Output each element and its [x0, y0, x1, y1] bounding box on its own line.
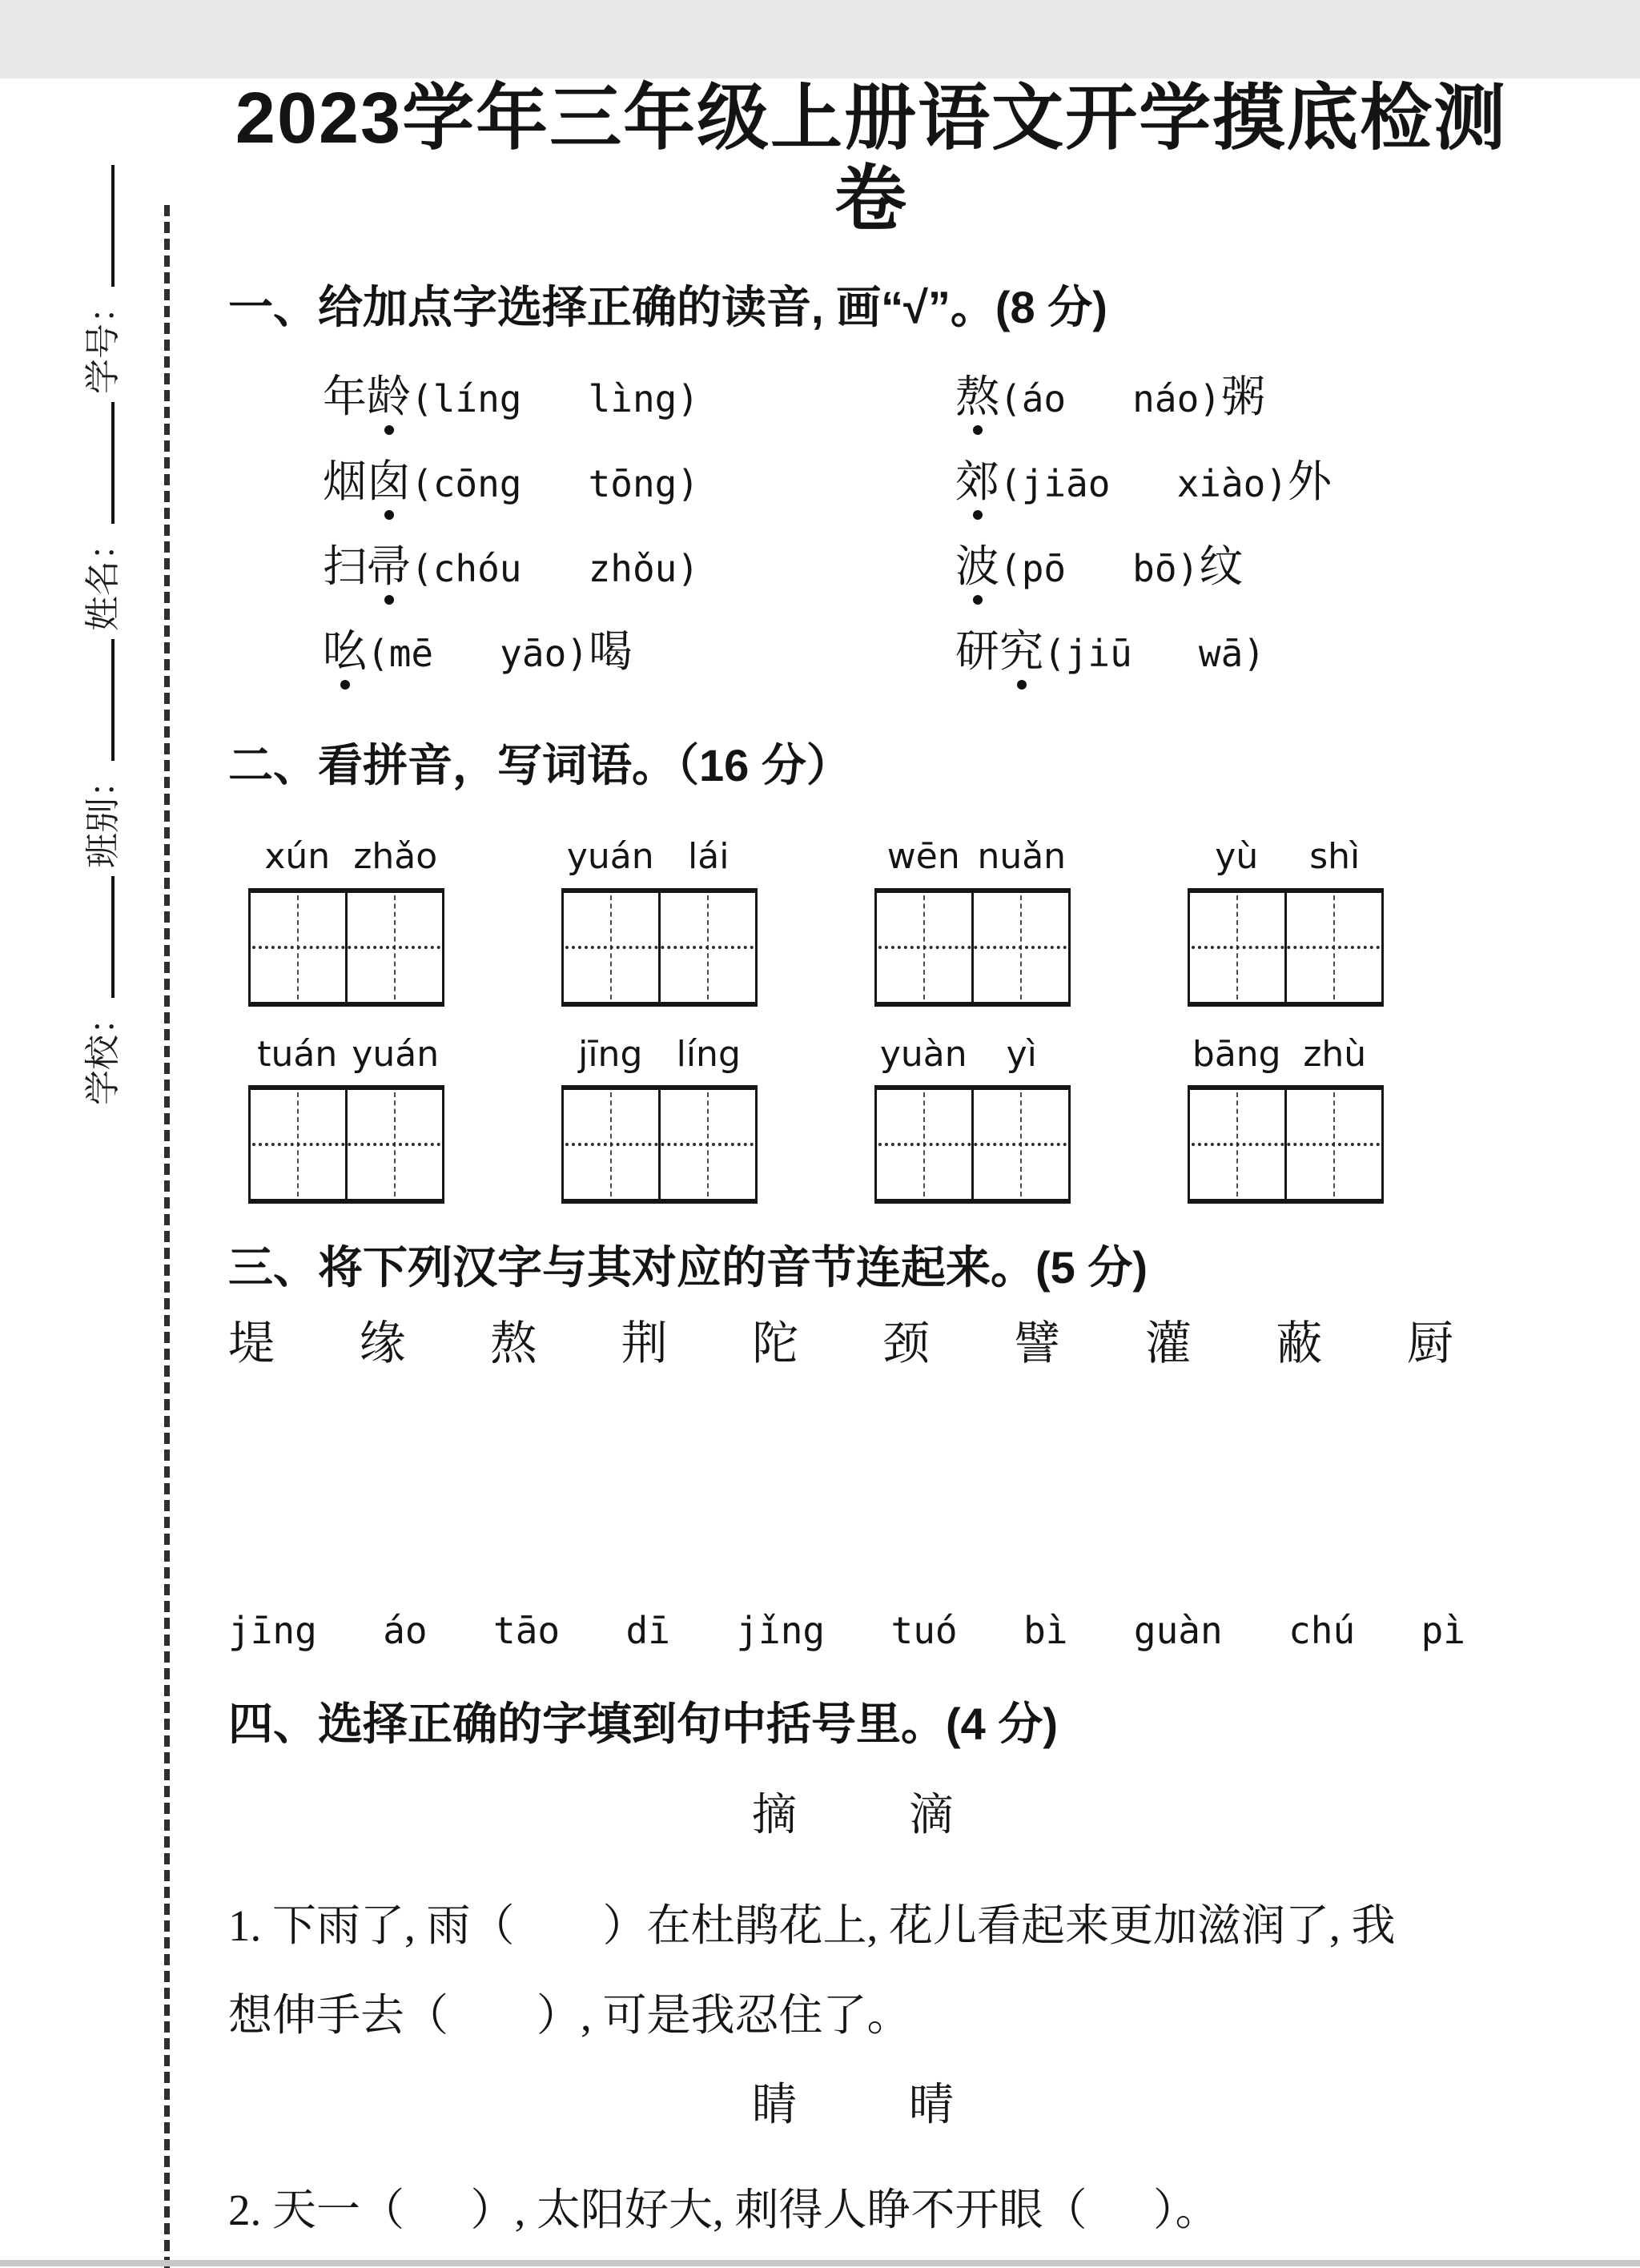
writing-cell[interactable]: [1190, 1090, 1284, 1199]
match-syllable: dī: [625, 1609, 670, 1653]
pinyin-syllable: yuàn: [879, 1033, 967, 1075]
section2-heading: 二、看拼音，写词语。（16 分）: [228, 739, 851, 790]
pinyin-syllable: shì: [1309, 836, 1361, 878]
pinyin-syllable: tuán: [257, 1033, 338, 1075]
match-syllable: pì: [1421, 1609, 1465, 1653]
match-character: 厨: [1406, 1317, 1453, 1369]
dotted-character: 年: [323, 372, 368, 421]
exam-paper-page: [0, 78, 1640, 2268]
pinyin-word-group: [874, 838, 1071, 1006]
pinyin-word-group: [561, 838, 758, 1006]
student-info-label: 学号：: [83, 288, 123, 394]
character-choices: [228, 1791, 1477, 1841]
student-info-blank[interactable]: [76, 165, 115, 287]
writing-grid: [1188, 1085, 1384, 1204]
section4-group-2: [228, 2081, 1596, 2256]
pinyin-labels: [1188, 1035, 1384, 1074]
dotted-character: 吆: [323, 626, 368, 676]
match-syllable: jǐng: [736, 1609, 826, 1653]
pinyin-syllable: líng: [676, 1033, 741, 1075]
pinyin-syllable: lái: [688, 836, 730, 878]
pinyin-word-group: [1188, 1035, 1384, 1204]
dotted-character: 研: [955, 626, 1000, 676]
student-info-blank[interactable]: [76, 876, 115, 998]
pinyin-options: (mē yāo): [367, 631, 589, 675]
pinyin-choice-item: [323, 356, 955, 440]
match-syllable: jīng: [228, 1609, 317, 1653]
writing-cell[interactable]: [564, 893, 658, 1002]
section3-heading: 三、将下列汉字与其对应的音节连起来。(5 分): [228, 1242, 1148, 1293]
writing-grid: [1188, 888, 1384, 1007]
student-info-blank[interactable]: [76, 402, 115, 524]
sentence-block: [228, 2165, 1596, 2255]
match-character: 缘: [359, 1317, 406, 1369]
writing-cell[interactable]: [1190, 893, 1284, 1002]
match-character: 堤: [228, 1317, 275, 1369]
pinyin-options: (jiāo xiào): [999, 461, 1288, 505]
pinyin-syllable: yuán: [566, 836, 654, 878]
writing-cell[interactable]: [251, 1090, 345, 1199]
pinyin-labels: [248, 838, 444, 876]
seal-dashed-line: [164, 205, 170, 2268]
fill-in-sentence: 2. 天一（ ）, 太阳好大, 刺得人睁不开眼（ ）。: [228, 2186, 1220, 2235]
writing-grid: [561, 888, 758, 1007]
section1-heading: 一、给加点字选择正确的读音, 画“√”。(8 分): [228, 281, 1107, 332]
pinyin-choice-item: [323, 610, 955, 695]
match-syllable: chú: [1288, 1609, 1356, 1653]
match-syllable: tuó: [890, 1609, 958, 1653]
match-character: 荆: [621, 1317, 668, 1369]
dotted-character: 究: [999, 626, 1044, 676]
student-info-strip: [74, 157, 125, 1105]
student-info-blank[interactable]: [76, 639, 115, 761]
pinyin-options: (líng lìng): [411, 376, 700, 420]
writing-cell[interactable]: [658, 1090, 755, 1199]
dotted-character: 郊: [955, 456, 1000, 506]
section4-heading: 四、选择正确的字填到句中括号里。(4 分): [228, 1698, 1058, 1749]
pinyin-syllable: xún: [264, 836, 331, 878]
dotted-character: 外: [1288, 456, 1332, 506]
pinyin-word-group: [561, 1035, 758, 1204]
fill-in-sentence: 1. 下雨了, 雨（ ）在杜鹃花上, 花儿看起来更加滋润了, 我: [228, 1900, 1396, 1950]
pinyin-choice-item: [955, 525, 1596, 610]
pinyin-options: (pō bō): [999, 546, 1200, 590]
character-choices: [228, 2081, 1477, 2131]
pinyin-choice-item: [955, 610, 1596, 695]
match-syllable: guàn: [1133, 1609, 1223, 1653]
pinyin-syllable: yù: [1215, 836, 1259, 878]
match-syllable: tāo: [493, 1609, 561, 1653]
dotted-character: 烟: [323, 456, 368, 506]
pinyin-syllable: bāng: [1192, 1033, 1281, 1075]
section1-items: [323, 356, 1596, 695]
writing-cell[interactable]: [658, 893, 755, 1002]
pinyin-word-group: [1188, 838, 1384, 1006]
pinyin-options: (cōng tōng): [411, 461, 700, 505]
pinyin-grid-row-1: [248, 838, 1384, 1006]
pinyin-syllable: jīng: [578, 1033, 643, 1075]
pinyin-syllable: zhù: [1303, 1033, 1367, 1075]
writing-cell[interactable]: [251, 893, 345, 1002]
writing-cell[interactable]: [564, 1090, 658, 1199]
writing-grid: [248, 888, 444, 1007]
student-info-label: 姓名：: [83, 525, 123, 631]
match-character: 灌: [1144, 1317, 1192, 1369]
pinyin-grid-row-2: [248, 1035, 1384, 1204]
pinyin-options: (chóu zhǒu): [411, 546, 700, 590]
student-info-label: 学校：: [83, 999, 123, 1105]
choice-character: 晴: [909, 2080, 954, 2130]
fill-in-sentence: 想伸手去（ ）, 可是我忍住了。: [228, 1990, 911, 2040]
writing-cell[interactable]: [877, 1090, 971, 1199]
pinyin-choice-item: [955, 440, 1596, 525]
pinyin-labels: [561, 838, 758, 876]
section4-group-1: [228, 1791, 1596, 2061]
section3-characters-row: [228, 1318, 1453, 1369]
pinyin-options: (jiū wā): [1043, 631, 1265, 675]
pinyin-choice-item: [323, 440, 955, 525]
choice-character: 摘: [752, 1790, 797, 1840]
match-syllable: áo: [383, 1609, 428, 1653]
match-character: 譬: [1014, 1317, 1061, 1369]
scan-edge-band: [0, 2260, 1640, 2266]
pinyin-labels: [561, 1035, 758, 1074]
writing-grid: [248, 1085, 444, 1204]
writing-cell[interactable]: [877, 893, 971, 1002]
match-character: 蔽: [1276, 1317, 1323, 1369]
pinyin-syllable: wēn: [886, 836, 960, 878]
pinyin-labels: [1188, 838, 1384, 876]
writing-grid: [874, 888, 1071, 1007]
pinyin-syllable: yuán: [352, 1033, 440, 1075]
match-syllable: bì: [1023, 1609, 1068, 1653]
writing-cell[interactable]: [971, 1090, 1068, 1199]
writing-cell[interactable]: [971, 893, 1068, 1002]
pinyin-choice-item: [323, 525, 955, 610]
dotted-character: 龄: [367, 372, 412, 421]
choice-character: 滴: [909, 1790, 954, 1840]
match-character: 陀: [752, 1317, 799, 1369]
pinyin-word-group: [248, 838, 444, 1006]
pinyin-word-group: [248, 1035, 444, 1204]
writing-grid: [874, 1085, 1071, 1204]
dotted-character: 喝: [588, 626, 633, 676]
pinyin-syllable: nuǎn: [977, 836, 1067, 878]
writing-grid: [561, 1085, 758, 1204]
match-character: 熬: [490, 1317, 537, 1369]
dotted-character: 纹: [1199, 541, 1244, 591]
pinyin-word-group: [874, 1035, 1071, 1204]
pinyin-syllable: yì: [1006, 1033, 1037, 1075]
writing-cell[interactable]: [345, 1090, 442, 1199]
pinyin-choice-item: [955, 356, 1596, 440]
match-character: 颈: [882, 1317, 930, 1369]
student-info-label: 班别：: [83, 762, 123, 868]
writing-cell[interactable]: [1284, 893, 1381, 1002]
writing-cell[interactable]: [1284, 1090, 1381, 1199]
writing-cell[interactable]: [345, 893, 442, 1002]
pinyin-syllable: zhǎo: [353, 836, 438, 878]
dotted-character: 熬: [955, 372, 1000, 421]
pinyin-labels: [874, 1035, 1071, 1074]
dotted-character: 帚: [367, 541, 412, 591]
paper-content: [228, 78, 1596, 2255]
choice-character: 睛: [752, 2080, 797, 2130]
pinyin-labels: [874, 838, 1071, 876]
pinyin-options: (áo náo): [999, 376, 1221, 420]
dotted-character: 波: [955, 541, 1000, 591]
dotted-character: 扫: [323, 541, 368, 591]
dotted-character: 囱: [367, 456, 412, 506]
sentence-block: [228, 1881, 1596, 2061]
section3-syllables-row: [228, 1609, 1465, 1653]
pinyin-labels: [248, 1035, 444, 1074]
dotted-character: 粥: [1220, 372, 1265, 421]
paper-title: 2023学年三年级上册语文开学摸底检测卷: [235, 78, 1508, 239]
